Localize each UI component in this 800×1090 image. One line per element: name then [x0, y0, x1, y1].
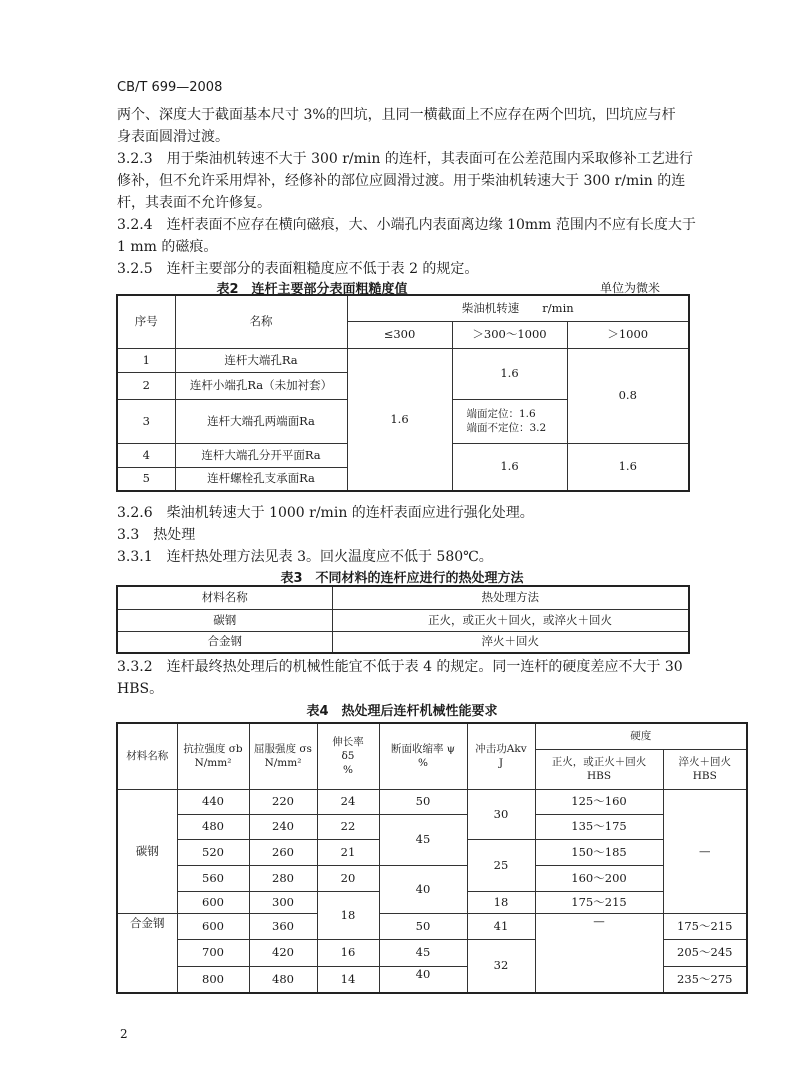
table2-header-name: 名称 [175, 295, 347, 348]
paragraph-line: 3.3.2 连杆最终热处理后的机械性能宜不低于表 4 的规定。同一连杆的硬度差应不大于 30 [117, 659, 683, 675]
table-cell: — [663, 789, 747, 913]
table-cell: 0.8 [567, 348, 689, 443]
table2-header-speed-high: ＞1000 [567, 321, 689, 348]
header-line: J [498, 757, 504, 770]
table-cell: 40 [379, 966, 467, 993]
table-cell: 175～215 [663, 913, 747, 939]
paragraph-line: 1 mm 的磁痕。 [117, 239, 218, 255]
header-line: 淬火＋回火 [678, 756, 731, 768]
header-line: HBS [586, 770, 612, 782]
table4-header-elongation [317, 723, 379, 789]
table-cell: 560 [177, 865, 249, 891]
standard-code: CB/T 699—2008 [117, 80, 223, 95]
header-line: 冲击功Akv [475, 743, 527, 756]
table-cell: 240 [249, 814, 317, 839]
table-cell: 18 [317, 891, 379, 939]
paragraph-line: 修补，但不允许采用焊补，经修补的部位应圆滑过渡。用于柴油机转速大于 300 r/min 的连 [117, 173, 686, 189]
table-cell: 3 [117, 399, 175, 443]
table-cell: 50 [379, 913, 467, 939]
table-cell: 2 [117, 372, 175, 399]
table2-header-speed: 柴油机转速 r/min [347, 295, 689, 321]
paragraph-line: 3.2.6 柴油机转速大于 1000 r/min 的连杆表面应进行强化处理。 [117, 505, 534, 521]
paragraph-line: HBS。 [117, 681, 164, 697]
table-cell: 125～160 [535, 789, 663, 814]
table-cell: 5 [117, 467, 175, 491]
table-cell: 20 [317, 865, 379, 891]
table-cell: 24 [317, 789, 379, 814]
table-cell: 1.6 [347, 348, 452, 491]
table-cell [452, 399, 567, 443]
table-cell: 1.6 [452, 348, 567, 399]
table-cell: 1.6 [567, 443, 689, 491]
table-cell: 135～175 [535, 814, 663, 839]
header-line: 断面收缩率 ψ [390, 743, 456, 756]
table3 [116, 585, 690, 654]
table-cell: 520 [177, 839, 249, 865]
table2-header-seq: 序号 [117, 295, 175, 348]
table-cell: 1.6 [452, 443, 567, 491]
table-cell: 碳钢 [117, 609, 332, 631]
table-cell: — [535, 913, 663, 993]
table-cell: 300 [249, 891, 317, 913]
table-cell: 600 [177, 891, 249, 913]
paragraph-line: 身表面圆滑过渡。 [117, 129, 229, 145]
paragraph-line: 两个、深度大于截面基本尺寸 3%的凹坑，且同一横截面上不应存在两个凹坑，凹坑应与杆 [117, 107, 676, 123]
table2-header-speed-low: ≤300 [347, 321, 452, 348]
table-cell: 260 [249, 839, 317, 865]
table4-header-shrinkage [379, 723, 467, 789]
table-cell: 正火，或正火＋回火，或淬火＋回火 [332, 609, 689, 631]
table-cell: 合金钢 [117, 913, 177, 993]
table-cell: 14 [317, 966, 379, 993]
table-cell: 连杆大端孔分开平面Ra [175, 443, 347, 467]
table4-header-hardness-quenched [663, 749, 747, 789]
table-cell: 18 [467, 891, 535, 913]
table3-header-material: 材料名称 [117, 586, 332, 609]
table-cell: 连杆小端孔Ra（未加衬套） [175, 372, 347, 399]
table4-header-hardness: 硬度 [535, 723, 747, 749]
header-line: % [343, 764, 353, 777]
table-cell: 360 [249, 913, 317, 939]
table2 [116, 294, 690, 492]
table-cell: 合金钢 [117, 631, 332, 653]
table-cell: 480 [177, 814, 249, 839]
table2-header-speed-mid: ＞300～1000 [452, 321, 567, 348]
paragraph-line: 3.2.3 用于柴油机转速不大于 300 r/min 的连杆，其表面可在公差范围内采取修补工艺进行 [117, 151, 693, 167]
table-cell: 1 [117, 348, 175, 372]
table-cell: 480 [249, 966, 317, 993]
table-cell-line: 端面定位：1.6 [466, 408, 536, 420]
table-cell: 800 [177, 966, 249, 993]
table-cell: 41 [467, 913, 535, 939]
paragraph-line: 3.2.5 连杆主要部分的表面粗糙度应不低于表 2 的规定。 [117, 261, 479, 277]
table-cell: 235～275 [663, 966, 747, 993]
table-cell: 700 [177, 939, 249, 966]
table-cell: 280 [249, 865, 317, 891]
table-cell: 420 [249, 939, 317, 966]
table-cell: 50 [379, 789, 467, 814]
table4 [116, 722, 748, 994]
table2-unit: 单位为微米 [600, 281, 661, 295]
table-cell: 30 [467, 789, 535, 839]
table3-header-method: 热处理方法 [332, 586, 689, 609]
table4-header-material: 材料名称 [117, 723, 177, 789]
table-cell: 205～245 [663, 939, 747, 966]
paragraph-line: 3.3.1 连杆热处理方法见表 3。回火温度应不低于 580℃。 [117, 549, 493, 565]
section-heading: 3.3 热处理 [117, 527, 196, 543]
paragraph-line: 杆，其表面不允许修复。 [117, 195, 271, 211]
table-cell: 连杆大端孔两端面Ra [175, 399, 347, 443]
header-line: N/mm² [264, 757, 302, 770]
header-line: % [418, 757, 428, 770]
table4-header-impact [467, 723, 535, 789]
header-line: 屈服强度 σs [254, 743, 312, 756]
table-cell: 175～215 [535, 891, 663, 913]
table-cell: 22 [317, 814, 379, 839]
table-cell: 碳钢 [117, 789, 177, 913]
table-cell: 连杆螺栓孔支承面Ra [175, 467, 347, 491]
table4-header-tensile [177, 723, 249, 789]
header-line: HBS [692, 770, 717, 782]
table-cell: 淬火＋回火 [332, 631, 689, 653]
header-line: 正火，或正火＋回火 [551, 756, 647, 768]
table-cell: 4 [117, 443, 175, 467]
table2-caption: 表2 连杆主要部分表面粗糙度值 [216, 282, 408, 297]
table-cell: 220 [249, 789, 317, 814]
table-cell: 150～185 [535, 839, 663, 865]
table-cell: 40 [379, 865, 467, 913]
paragraph-line: 3.2.4 连杆表面不应存在横向磁痕，大、小端孔内表面离边缘 10mm 范围内不应有长度大于 [117, 217, 696, 233]
table-cell: 160～200 [535, 865, 663, 891]
table-cell: 440 [177, 789, 249, 814]
table-cell: 45 [379, 814, 467, 865]
table-cell-line: 端面不定位：3.2 [466, 422, 547, 434]
table-cell: 连杆大端孔Ra [175, 348, 347, 372]
header-line: δ5 [341, 750, 355, 763]
table4-header-yield [249, 723, 317, 789]
header-line: 抗拉强度 σb [183, 743, 243, 756]
table3-caption: 表3 不同材料的连杆应进行的热处理方法 [280, 571, 524, 586]
table4-caption: 表4 热处理后连杆机械性能要求 [306, 704, 498, 719]
table-cell: 45 [379, 939, 467, 966]
table-cell: 16 [317, 939, 379, 966]
table-cell: 21 [317, 839, 379, 865]
table-cell: 600 [177, 913, 249, 939]
page-number: 2 [120, 1027, 128, 1041]
header-line: 伸长率 [332, 736, 364, 749]
table4-header-hardness-normalized [535, 749, 663, 789]
header-line: N/mm² [194, 757, 232, 770]
table-cell: 32 [467, 939, 535, 993]
table-cell: 25 [467, 839, 535, 891]
